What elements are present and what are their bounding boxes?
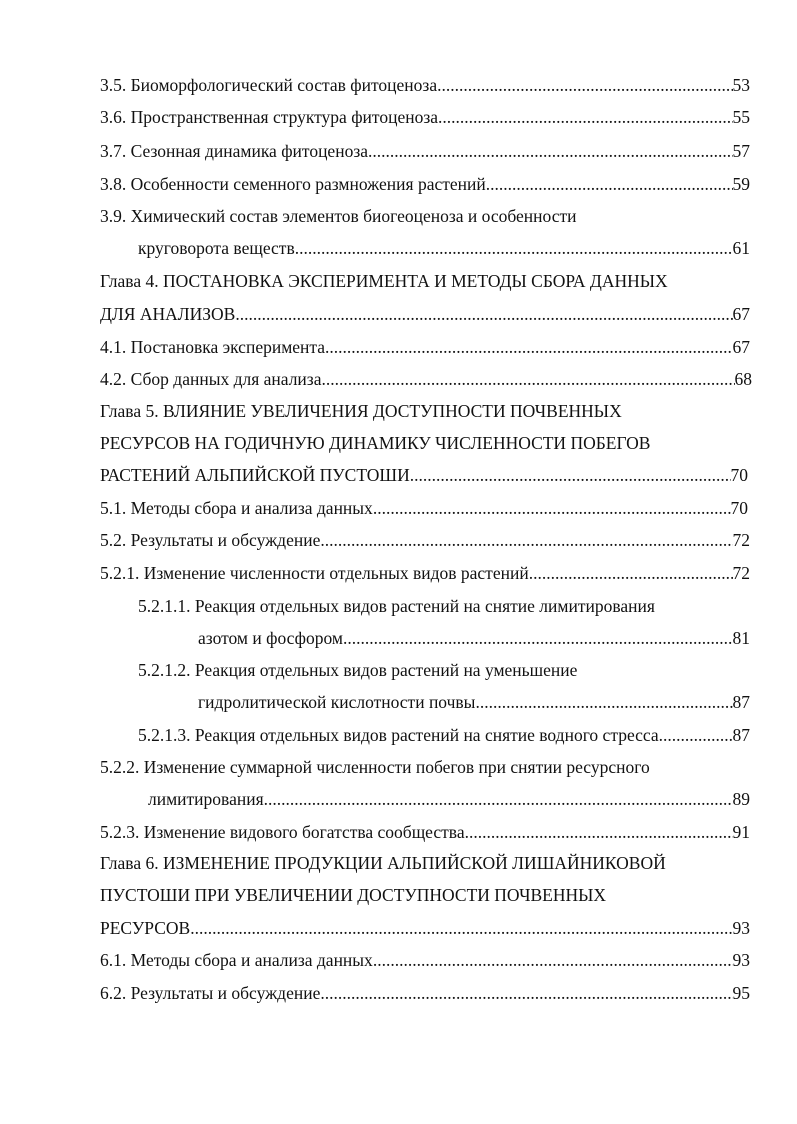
toc-entry-title: РАСТЕНИЙ АЛЬПИЙСКОЙ ПУСТОШИ [100,465,410,485]
toc-entry-title: 3.8. Особенности семенного размножения растений [100,174,486,194]
toc-chapter-4-line2 [100,303,750,325]
toc-entry-3-6 [100,106,750,128]
toc-entry-title: 4.1. Постановка эксперимента [100,337,326,357]
dot-leader [343,627,733,649]
dot-leader [190,917,732,939]
dot-leader [486,173,733,195]
toc-entry-5-2-2-line1: 5.2.2. Изменение суммарной численности побегов при снятии ресурсного [100,757,650,777]
toc-page-number: 70 [730,465,748,485]
toc-entry-3-7 [100,140,750,162]
toc-page-number: 91 [732,822,750,842]
toc-entry-5-2-1-3 [138,724,750,746]
toc-entry-title: ДЛЯ АНАЛИЗОВ [100,304,236,324]
toc-entry-4-2 [100,368,752,390]
toc-entry-5-2-1 [100,562,750,584]
toc-page-number: 59 [732,174,750,194]
toc-entry-title: 5.2.3. Изменение видового богатства сообщества [100,822,465,842]
toc-page-number: 61 [732,238,750,258]
toc-entry-title: 5.1. Методы сбора и анализа данных [100,498,373,518]
toc-entry-title: 5.2. Результаты и обсуждение [100,530,321,550]
toc-entry-5-2-2-line2 [148,788,750,810]
toc-chapter-5-line2: РЕСУРСОВ НА ГОДИЧНУЮ ДИНАМИКУ ЧИСЛЕННОСТИ ПОБЕГОВ [100,433,651,453]
toc-page-number: 68 [734,369,752,389]
toc-chapter-5-line1: Глава 5. ВЛИЯНИЕ УВЕЛИЧЕНИЯ ДОСТУПНОСТИ ПОЧВЕННЫХ [100,401,622,421]
toc-chapter-6-line2: ПУСТОШИ ПРИ УВЕЛИЧЕНИИ ДОСТУПНОСТИ ПОЧВЕННЫХ [100,885,607,905]
dot-leader [465,821,733,843]
toc-page-number: 67 [732,337,750,357]
dot-leader [437,74,732,96]
toc-entry-title: 5.2.1.3. Реакция отдельных видов растений на снятие водного стресса [138,725,659,745]
toc-page-number: 72 [732,530,750,550]
toc-entry-5-2-1-2-line1: 5.2.1.2. Реакция отдельных видов растений на уменьшение [138,660,578,680]
dot-leader [295,237,733,259]
toc-page-number: 57 [732,141,750,161]
dot-leader [373,949,733,971]
dot-leader [264,788,733,810]
toc-page-number: 95 [732,983,750,1003]
dot-leader [325,336,732,358]
toc-page-number: 67 [732,304,750,324]
toc-page-number: 81 [732,628,750,648]
toc-entry-3-9-line2 [138,237,750,259]
toc-page-number: 93 [732,950,750,970]
dot-leader [475,691,732,713]
toc-entry-6-1 [100,949,750,971]
toc-chapter-6-line3 [100,917,750,939]
dot-leader [438,106,732,128]
toc-entry-title: РЕСУРСОВ [100,918,191,938]
toc-entry-3-5 [100,74,750,96]
dot-leader [320,982,732,1004]
dot-leader [235,303,732,325]
toc-chapter-5-line3 [100,464,748,486]
toc-entry-5-1 [100,497,748,519]
toc-entry-6-2 [100,982,750,1004]
toc-page-number: 93 [732,918,750,938]
toc-page-number: 87 [732,692,750,712]
dot-leader [529,562,733,584]
toc-page-number: 89 [732,789,750,809]
toc-page-number: 72 [732,563,750,583]
toc-page-number: 70 [730,498,748,518]
dot-leader [368,140,733,162]
toc-entry-title: 3.5. Биоморфологический состав фитоценоза [100,75,438,95]
toc-entry-title: гидролитической кислотности почвы [198,692,476,712]
toc-page-number: 55 [732,107,750,127]
toc-chapter-6-line1: Глава 6. ИЗМЕНЕНИЕ ПРОДУКЦИИ АЛЬПИЙСКОЙ ЛИШАЙНИКОВОЙ [100,853,666,873]
toc-entry-title: 3.7. Сезонная динамика фитоценоза [100,141,368,161]
dot-leader [659,724,733,746]
toc-entry-title: лимитирования [148,789,264,809]
dot-leader [410,464,731,486]
toc-chapter-4-line1: Глава 4. ПОСТАНОВКА ЭКСПЕРИМЕНТА И МЕТОДЫ СБОРА ДАННЫХ [100,271,668,291]
toc-entry-title: 4.2. Сбор данных для анализа [100,369,322,389]
toc-entry-5-2 [100,529,750,551]
toc-entry-title: азотом и фосфором [198,628,343,648]
toc-entry-title: 6.1. Методы сбора и анализа данных [100,950,373,970]
toc-entry-3-9-line1: 3.9. Химический состав элементов биогеоценоза и особенности [100,206,577,226]
toc-entry-title: 6.2. Результаты и обсуждение [100,983,321,1003]
toc-entry-5-2-1-1-line1: 5.2.1.1. Реакция отдельных видов растений на снятие лимитирования [138,596,655,616]
toc-entry-title: круговорота веществ [138,238,295,258]
toc-page-number: 53 [732,75,750,95]
toc-entry-4-1 [100,336,750,358]
toc-entry-3-8 [100,173,750,195]
dot-leader [320,529,732,551]
dot-leader [321,368,734,390]
toc-entry-title: 5.2.1. Изменение численности отдельных видов растений [100,563,529,583]
toc-page-number: 87 [732,725,750,745]
toc-entry-5-2-1-1-line2 [198,627,750,649]
dot-leader [373,497,731,519]
toc-entry-5-2-1-2-line2 [198,691,750,713]
toc-entry-5-2-3 [100,821,750,843]
toc-entry-title: 3.6. Пространственная структура фитоценоза [100,107,439,127]
